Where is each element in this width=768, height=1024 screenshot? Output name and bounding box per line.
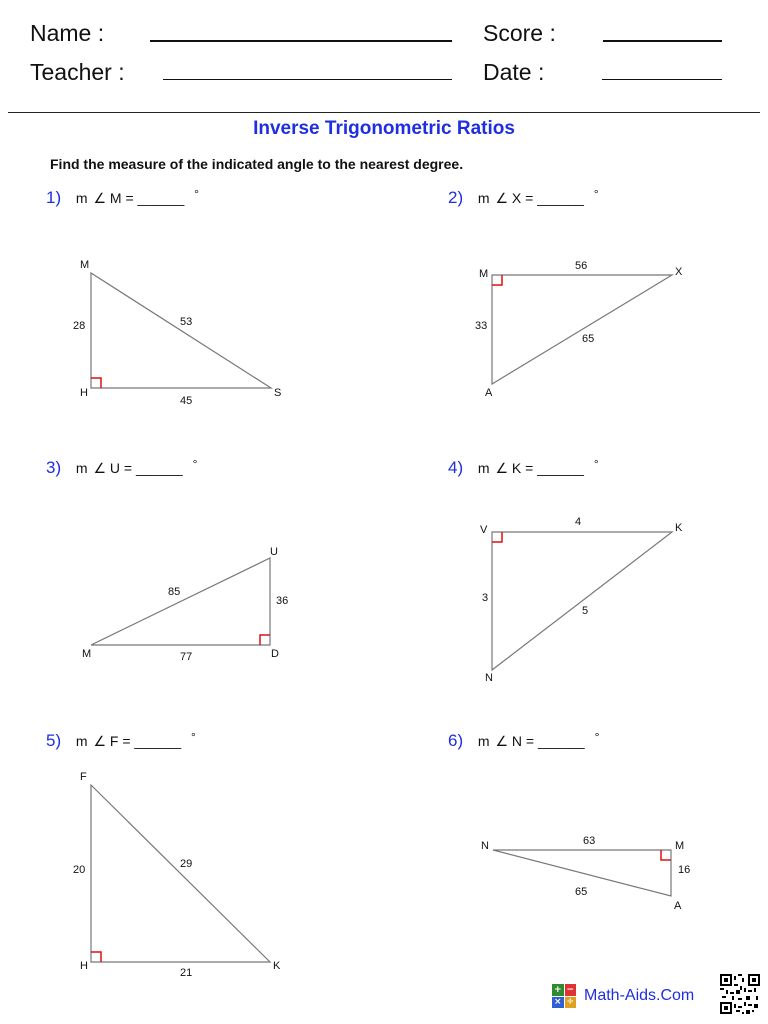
vertex-label: H <box>80 387 88 399</box>
side-label: 20 <box>73 864 86 876</box>
side-label: 45 <box>180 395 193 407</box>
angle-prefix: m <box>477 460 490 476</box>
teacher-label: Teacher : <box>30 59 125 85</box>
page-title: Inverse Trigonometric Ratios <box>253 118 515 139</box>
side-label: 65 <box>575 886 588 898</box>
answer-blank[interactable]: = ______ <box>525 460 584 476</box>
degree-symbol: ° <box>593 187 599 201</box>
question-number: 5) <box>46 731 62 750</box>
side-label: 53 <box>180 316 193 328</box>
side-label: 63 <box>583 835 596 847</box>
vertex-label: D <box>271 648 279 660</box>
triangle-shape <box>91 273 271 388</box>
angle-icon: ∠ <box>93 460 107 476</box>
angle-prefix: m <box>477 733 490 749</box>
vertex-label: M <box>675 840 685 852</box>
angle-vertex: K <box>511 460 522 476</box>
vertex-label: A <box>485 387 493 399</box>
side-label: 21 <box>180 967 193 979</box>
side-label: 28 <box>73 320 86 332</box>
side-label: 56 <box>575 260 588 272</box>
vertex-label: N <box>485 672 493 684</box>
right-angle-icon <box>91 952 101 962</box>
side-label: 16 <box>678 864 691 876</box>
triangle-5 <box>73 771 281 979</box>
angle-icon: ∠ <box>495 460 509 476</box>
date-label: Date : <box>483 59 545 85</box>
calculator-icon: + − × ÷ <box>553 984 575 1008</box>
triangle-shape <box>91 558 270 645</box>
vertex-label: X <box>675 266 683 278</box>
qr-code-icon <box>720 974 760 1014</box>
triangle-shape <box>492 532 672 670</box>
side-label: 33 <box>475 320 488 332</box>
angle-vertex: M <box>109 190 122 206</box>
right-angle-icon <box>661 850 671 860</box>
vertex-label: N <box>481 840 489 852</box>
side-label: 65 <box>582 333 595 345</box>
vertex-label: V <box>480 524 488 536</box>
answer-blank[interactable]: = ______ <box>525 190 584 206</box>
instructions: Find the measure of the indicated angle to the nearest degree. <box>50 156 464 172</box>
answer-blank[interactable]: = ______ <box>122 733 182 749</box>
degree-symbol: ° <box>192 457 198 471</box>
question-number: 6) <box>448 731 464 750</box>
vertex-label: U <box>270 546 278 558</box>
angle-prefix: m <box>75 460 88 476</box>
score-label: Score : <box>483 20 556 46</box>
right-angle-icon <box>260 635 270 645</box>
question-number: 3) <box>46 458 62 477</box>
side-label: 3 <box>482 592 489 604</box>
angle-prefix: m <box>75 190 88 206</box>
vertex-label: M <box>80 259 90 271</box>
angle-icon: ∠ <box>495 190 509 206</box>
vertex-label: M <box>82 648 92 660</box>
side-label: 5 <box>582 605 589 617</box>
triangle-4 <box>480 516 683 684</box>
degree-symbol: ° <box>194 187 199 201</box>
question-number: 2) <box>448 188 464 207</box>
triangle-1 <box>73 259 281 407</box>
vertex-label: M <box>479 268 489 280</box>
angle-vertex: U <box>109 460 121 476</box>
degree-symbol: ° <box>191 730 196 744</box>
triangle-2 <box>475 260 683 399</box>
side-label: 77 <box>180 651 193 663</box>
side-label: 36 <box>276 595 289 607</box>
side-label: 4 <box>575 516 582 528</box>
answer-blank[interactable]: = ______ <box>525 733 585 749</box>
question-number: 4) <box>448 458 464 477</box>
angle-icon: ∠ <box>93 190 107 206</box>
brand-name: Math-Aids.Com <box>584 987 695 1004</box>
degree-symbol: ° <box>593 457 599 471</box>
answer-blank[interactable]: = ______ <box>123 460 183 476</box>
triangle-shape <box>91 785 270 962</box>
vertex-label: S <box>274 387 282 399</box>
angle-icon: ∠ <box>93 733 107 749</box>
vertex-label: F <box>80 771 87 783</box>
question-number: 1) <box>46 188 62 207</box>
vertex-label: K <box>273 960 281 972</box>
vertex-label: K <box>675 522 683 534</box>
side-label: 85 <box>168 586 181 598</box>
side-label: 29 <box>180 858 193 870</box>
angle-prefix: m <box>477 190 490 206</box>
vertex-label: H <box>80 960 88 972</box>
right-angle-icon <box>91 378 101 388</box>
angle-vertex: F <box>109 733 119 749</box>
triangle-shape <box>492 275 672 384</box>
footer-brand-link[interactable] <box>552 984 694 1008</box>
answer-blank[interactable]: = ______ <box>125 190 185 206</box>
right-angle-icon <box>492 275 502 285</box>
name-label: Name : <box>30 20 105 46</box>
angle-vertex: N <box>511 733 523 749</box>
angle-vertex: X <box>511 190 522 206</box>
right-angle-icon <box>492 532 502 542</box>
triangle-6 <box>481 835 690 912</box>
degree-symbol: ° <box>594 730 600 744</box>
triangle-3 <box>82 546 288 663</box>
angle-prefix: m <box>75 733 88 749</box>
angle-icon: ∠ <box>495 733 509 749</box>
vertex-label: A <box>674 900 682 912</box>
